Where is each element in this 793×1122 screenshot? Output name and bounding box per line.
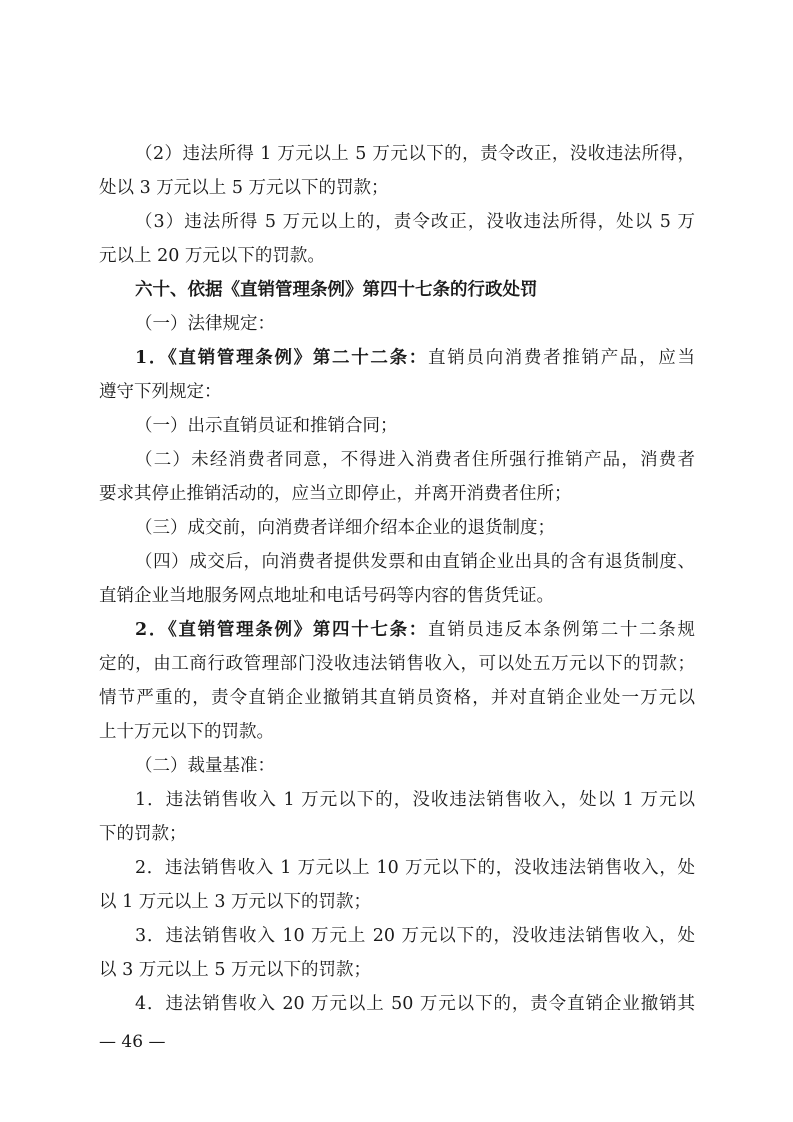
line-text: 2．违法销售收入 1 万元以上 10 万元以下的，没收违法销售收入，处	[135, 858, 695, 878]
text-line	[99, 273, 695, 307]
line-text: 处以 3 万元以上 5 万元以下的罚款；	[99, 178, 389, 198]
text-line	[99, 885, 695, 919]
line-text: 4．违法销售收入 20 万元以上 50 万元以下的，责令直销企业撤销其	[135, 994, 695, 1014]
text-line	[99, 783, 695, 817]
line-text: （3）违法所得 5 万元以上的，责令改正，没收违法所得，处以 5 万	[135, 212, 695, 232]
line-text: 六十、依据《直销管理条例》第四十七条的行政处罚	[135, 280, 538, 300]
line-text: 直销企业当地服务网点地址和电话号码等内容的售货凭证。	[99, 586, 554, 606]
line-text: 情节严重的，责令直销企业撤销其直销员资格，并对直销企业处一万元以	[99, 688, 695, 708]
line-text: 上十万元以下的罚款。	[99, 722, 274, 742]
text-line	[99, 545, 695, 579]
line-text: 元以上 20 万元以下的罚款。	[99, 246, 325, 266]
text-line	[99, 613, 695, 647]
text-line	[99, 647, 695, 681]
text-line	[99, 749, 695, 783]
line-text: 直销员向消费者推销产品，应当	[428, 348, 695, 368]
line-text: 以 1 万元以上 3 万元以下的罚款；	[99, 892, 372, 912]
text-line	[99, 953, 695, 987]
text-line	[99, 239, 695, 273]
text-line	[99, 477, 695, 511]
page-number: — 46 —	[99, 1032, 166, 1052]
text-line	[99, 171, 695, 205]
text-line	[99, 987, 695, 1021]
line-text: （二）未经消费者同意，不得进入消费者住所强行推销产品，消费者	[135, 450, 695, 470]
text-line	[99, 851, 695, 885]
line-text: 要求其停止推销活动的，应当立即停止，并离开消费者住所；	[99, 484, 572, 504]
text-line	[99, 715, 695, 749]
bold-heading-text: 1．《直销管理条例》第二十二条：	[135, 348, 428, 368]
text-line	[99, 137, 695, 171]
line-text: 定的，由工商行政管理部门没收违法销售收入，可以处五万元以下的罚款；	[99, 654, 695, 674]
text-line	[99, 443, 695, 477]
text-line	[99, 817, 695, 851]
bold-heading-text: 2．《直销管理条例》第四十七条：	[135, 620, 428, 640]
line-text: 3．违法销售收入 10 万元上 20 万元以下的，没收违法销售收入，处	[135, 926, 695, 946]
line-text: 1．违法销售收入 1 万元以下的，没收违法销售收入，处以 1 万元以	[135, 790, 695, 810]
line-text: （2）违法所得 1 万元以上 5 万元以下的，责令改正，没收违法所得，	[135, 144, 695, 164]
line-text: （一）法律规定：	[135, 314, 275, 334]
line-text: （一）出示直销员证和推销合同；	[135, 416, 398, 436]
text-line	[99, 511, 695, 545]
text-line	[99, 375, 695, 409]
text-line	[99, 919, 695, 953]
line-text: （三）成交前，向消费者详细介绍本企业的退货制度；	[135, 518, 555, 538]
line-text: （二）裁量基准：	[135, 756, 275, 776]
line-text: （四）成交后，向消费者提供发票和由直销企业出具的含有退货制度、	[135, 552, 695, 572]
line-text: 下的罚款；	[99, 824, 187, 844]
text-line	[99, 341, 695, 375]
text-line	[99, 681, 695, 715]
line-text: 遵守下列规定：	[99, 382, 222, 402]
text-line	[99, 307, 695, 341]
document-body	[99, 137, 695, 1021]
line-text: 以 3 万元以上 5 万元以下的罚款；	[99, 960, 372, 980]
text-line	[99, 205, 695, 239]
text-line	[99, 409, 695, 443]
text-line	[99, 579, 695, 613]
line-text: 直销员违反本条例第二十二条规	[428, 620, 695, 640]
